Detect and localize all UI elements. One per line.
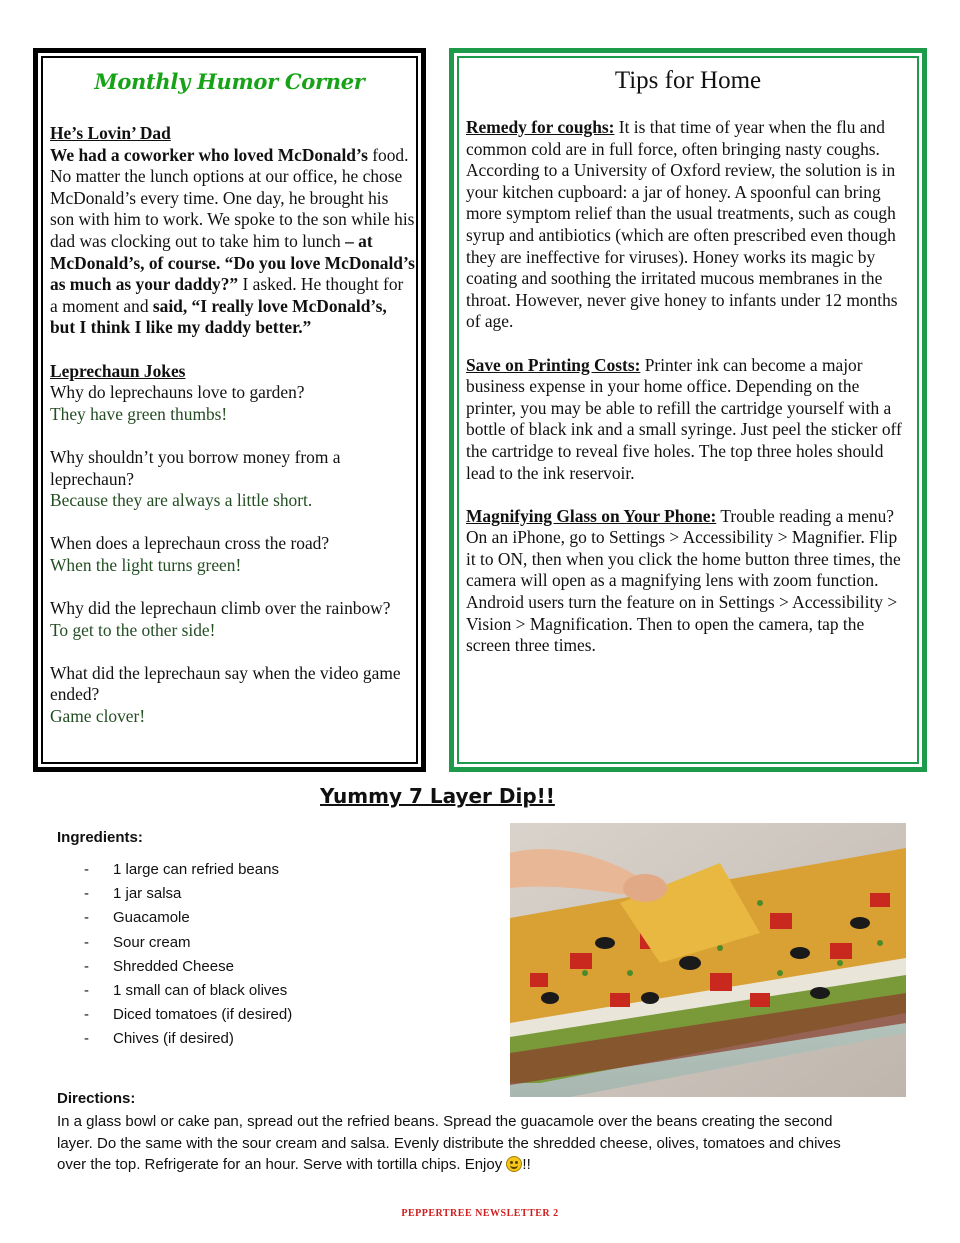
ingredient-item: - 1 jar salsa xyxy=(84,885,182,903)
joke-question: What did the leprechaun say when the video game ended? xyxy=(50,662,401,705)
tip-item xyxy=(466,117,906,333)
joke-answer: When the light turns green! xyxy=(50,554,242,575)
tip-heading: Remedy for coughs: xyxy=(466,117,615,137)
recipe-title: Yummy 7 Layer Dip!! xyxy=(320,784,555,808)
tip-heading: Magnifying Glass on Your Phone: xyxy=(466,505,717,526)
ingredient-item: - Sour cream xyxy=(84,933,191,951)
story-part-2: I asked. He thought for a moment and xyxy=(50,274,404,316)
directions-body: In a glass bowl or cake pan, spread out the refried beans. Spread the guacamole over the beans creating the second layer. Do the same with the sour cream and salsa. Evenly distribute the shredded cheese, olives, tomatoes and chives over the top. Refrigerate for an hour. Serve with tortilla chips. Enjoy xyxy=(57,1113,841,1174)
story-paragraph xyxy=(50,145,415,339)
joke-question: Why do leprechauns love to garden? xyxy=(50,382,305,403)
tip-heading: Save on Printing Costs: xyxy=(466,354,641,375)
tips-body xyxy=(466,117,906,657)
story-heading: He’s Lovin’ Dad xyxy=(50,123,171,143)
joke-question: When does a leprechaun cross the road? xyxy=(50,533,330,554)
joke-question: Why did the leprechaun climb over the rainbow? xyxy=(50,598,391,619)
tips-for-home-box xyxy=(449,48,927,772)
humor-corner-body xyxy=(50,123,415,728)
directions-text xyxy=(57,1111,847,1176)
story-lead: We had a coworker who loved McDonald’s xyxy=(50,144,368,165)
story-bold-1: – at McDonald’s, of course. “Do you love McDonald’s as much as your daddy?” xyxy=(50,230,415,295)
tip-item xyxy=(466,355,906,485)
tip-text: It is that time of year when the flu and common cold are in full force, often bringing nasty coughs. According to a University of Oxford review, the solution is in your kitchen cupboard: a jar of honey. A spoonful can bring more symptom relief than the usual treatments, such as cough syrup and antibiotics (which are often prescribed even though they are ineffective for viruses). Honey works its magic by coating and soothing the irritated mucous membranes in the throat. However, never give honey to infants under 12 months of age. xyxy=(466,117,898,332)
humor-corner-title: Monthly Humor Corner xyxy=(94,69,365,94)
story-bold-2: said, “I really love McDonald’s, but I think I like my daddy better.” xyxy=(50,295,387,338)
story-part-1: food. No matter the lunch options at our office, he chose McDonald’s every time. One day, he brought his son with him to work. We spoke to the son while his dad was clocking out to take him to lunch xyxy=(50,144,415,251)
ingredient-item: - Guacamole xyxy=(84,909,190,927)
ingredients-label: Ingredients: xyxy=(57,829,143,846)
ingredient-list xyxy=(84,858,292,1052)
joke-answer: Game clover! xyxy=(50,706,146,727)
smiley-face-icon xyxy=(506,1156,522,1172)
ingredient-item: - 1 small can of black olives xyxy=(84,981,288,999)
tip-text: Printer ink can become a major business expense in your home office. Depending on the printer, you may be able to refill the cartridge yourself with a bottle of black ink and a small syringe. Just peel the sticker off the cartridge to reveal five holes. The top three holes should lead to the ink reservoir. xyxy=(466,354,902,483)
joke-answer: Because they are always a little short. xyxy=(50,490,313,511)
newsletter-footer: PEPPERTREE NEWSLETTER 2 xyxy=(401,1208,559,1219)
tip-item xyxy=(466,506,906,657)
ingredient-item: - Chives (if desired) xyxy=(84,1030,234,1048)
seven-layer-dip-photo xyxy=(510,823,906,1097)
tip-text: Trouble reading a menu? On an iPhone, go to Settings > Accessibility > Magnifier. Flip it to ON, then when you click the home button three times, the camera will open as a magnifying lens with zoom function. Android users turn the feature on in Settings > Accessibility > Vision > Magnification. Then to open the camera, tap the screen three times. xyxy=(466,505,901,656)
ingredient-item: - 1 large can refried beans xyxy=(84,861,279,878)
jokes-heading: Leprechaun Jokes xyxy=(50,360,186,381)
joke-question: Why shouldn’t you borrow money from a leprechaun? xyxy=(50,446,341,489)
joke-answer: They have green thumbs! xyxy=(50,403,228,424)
humor-corner-box xyxy=(33,48,426,772)
ingredient-item: - Diced tomatoes (if desired) xyxy=(84,1006,293,1024)
ingredient-item: - Shredded Cheese xyxy=(84,957,234,975)
directions-end: !! xyxy=(522,1156,531,1174)
tips-title: Tips for Home xyxy=(614,67,762,94)
joke-answer: To get to the other side! xyxy=(50,619,216,640)
directions-label: Directions: xyxy=(57,1090,136,1107)
